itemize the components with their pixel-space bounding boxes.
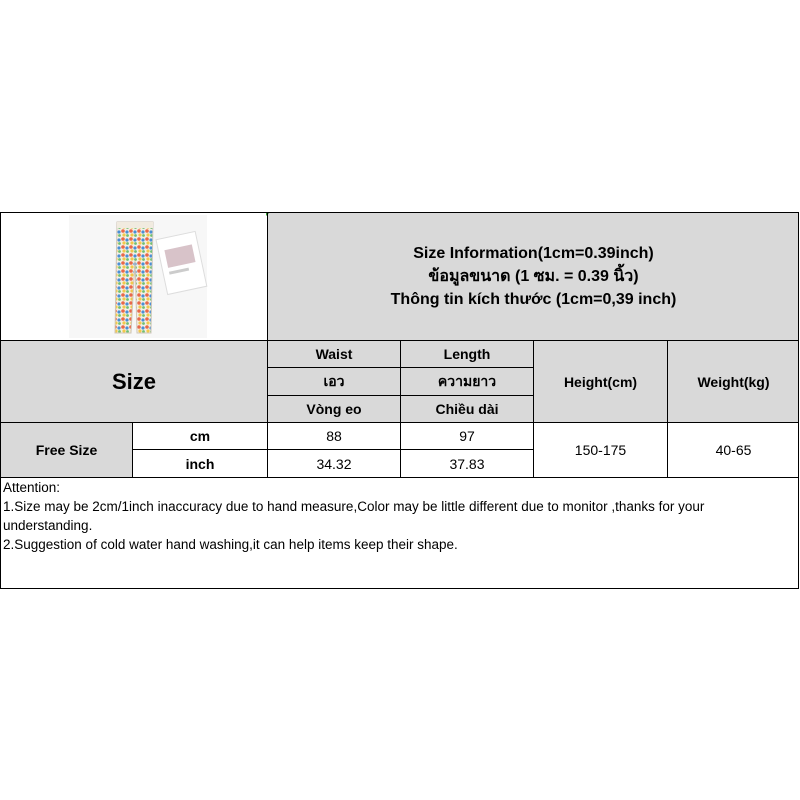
unit-cm: cm xyxy=(189,428,211,444)
weight-value: 40-65 xyxy=(715,442,752,458)
waist-inch-value: 34.32 xyxy=(316,455,352,472)
col-line-2 xyxy=(267,212,268,477)
header-line-th: ข้อมูลขนาด (1 ซม. = 0.39 นิ้ว) xyxy=(428,267,639,285)
size-info-header xyxy=(268,212,799,340)
length-header-en: Length xyxy=(401,341,533,367)
row-line-6 xyxy=(0,477,799,478)
size-header-cell xyxy=(1,341,267,422)
size-chart-sheet xyxy=(0,212,799,589)
col-line-3 xyxy=(400,340,401,477)
col-line-4 xyxy=(533,340,534,477)
col-line-5 xyxy=(667,340,668,477)
waist-header-en: Waist xyxy=(268,341,400,367)
header-line-vi: Thông tin kích thước (1cm=0,39 inch) xyxy=(390,290,677,308)
product-photo-cell xyxy=(1,213,266,340)
length-inch-value: 37.83 xyxy=(449,455,485,472)
length-cm-value: 97 xyxy=(459,428,475,444)
notes-title: Attention: xyxy=(3,480,61,495)
row-line-5 xyxy=(132,449,533,450)
product-photo xyxy=(1,213,266,340)
length-header-vi: Chiều dài xyxy=(401,396,533,422)
notes-line-1: 1.Size may be 2cm/1inch inaccuracy due to hand measure,Color may be little different due to monitor ,thanks for your understanding. xyxy=(3,499,705,533)
length-header-th: ความยาว xyxy=(401,368,533,395)
header-line-en: Size Information(1cm=0.39inch) xyxy=(413,244,654,262)
free-size-label: Free Size xyxy=(1,423,132,477)
waist-cm-value: 88 xyxy=(326,428,342,444)
attention-notes xyxy=(3,478,793,554)
waist-header-vi: Vòng eo xyxy=(268,396,400,422)
notes-line-2: 2.Suggestion of cold water hand washing,it can help items keep their shape. xyxy=(3,537,458,552)
border-top xyxy=(0,212,799,213)
unit-inch: inch xyxy=(185,455,215,472)
col-line-1 xyxy=(132,422,133,477)
waist-header-th: เอว xyxy=(268,368,400,395)
weight-header: Weight(kg) xyxy=(668,341,799,422)
border-bottom xyxy=(0,588,799,589)
height-header: Height(cm) xyxy=(534,341,667,422)
border-left xyxy=(0,212,1,589)
height-value: 150-175 xyxy=(574,442,627,458)
border-right xyxy=(798,212,799,589)
size-label: Size xyxy=(111,368,157,394)
